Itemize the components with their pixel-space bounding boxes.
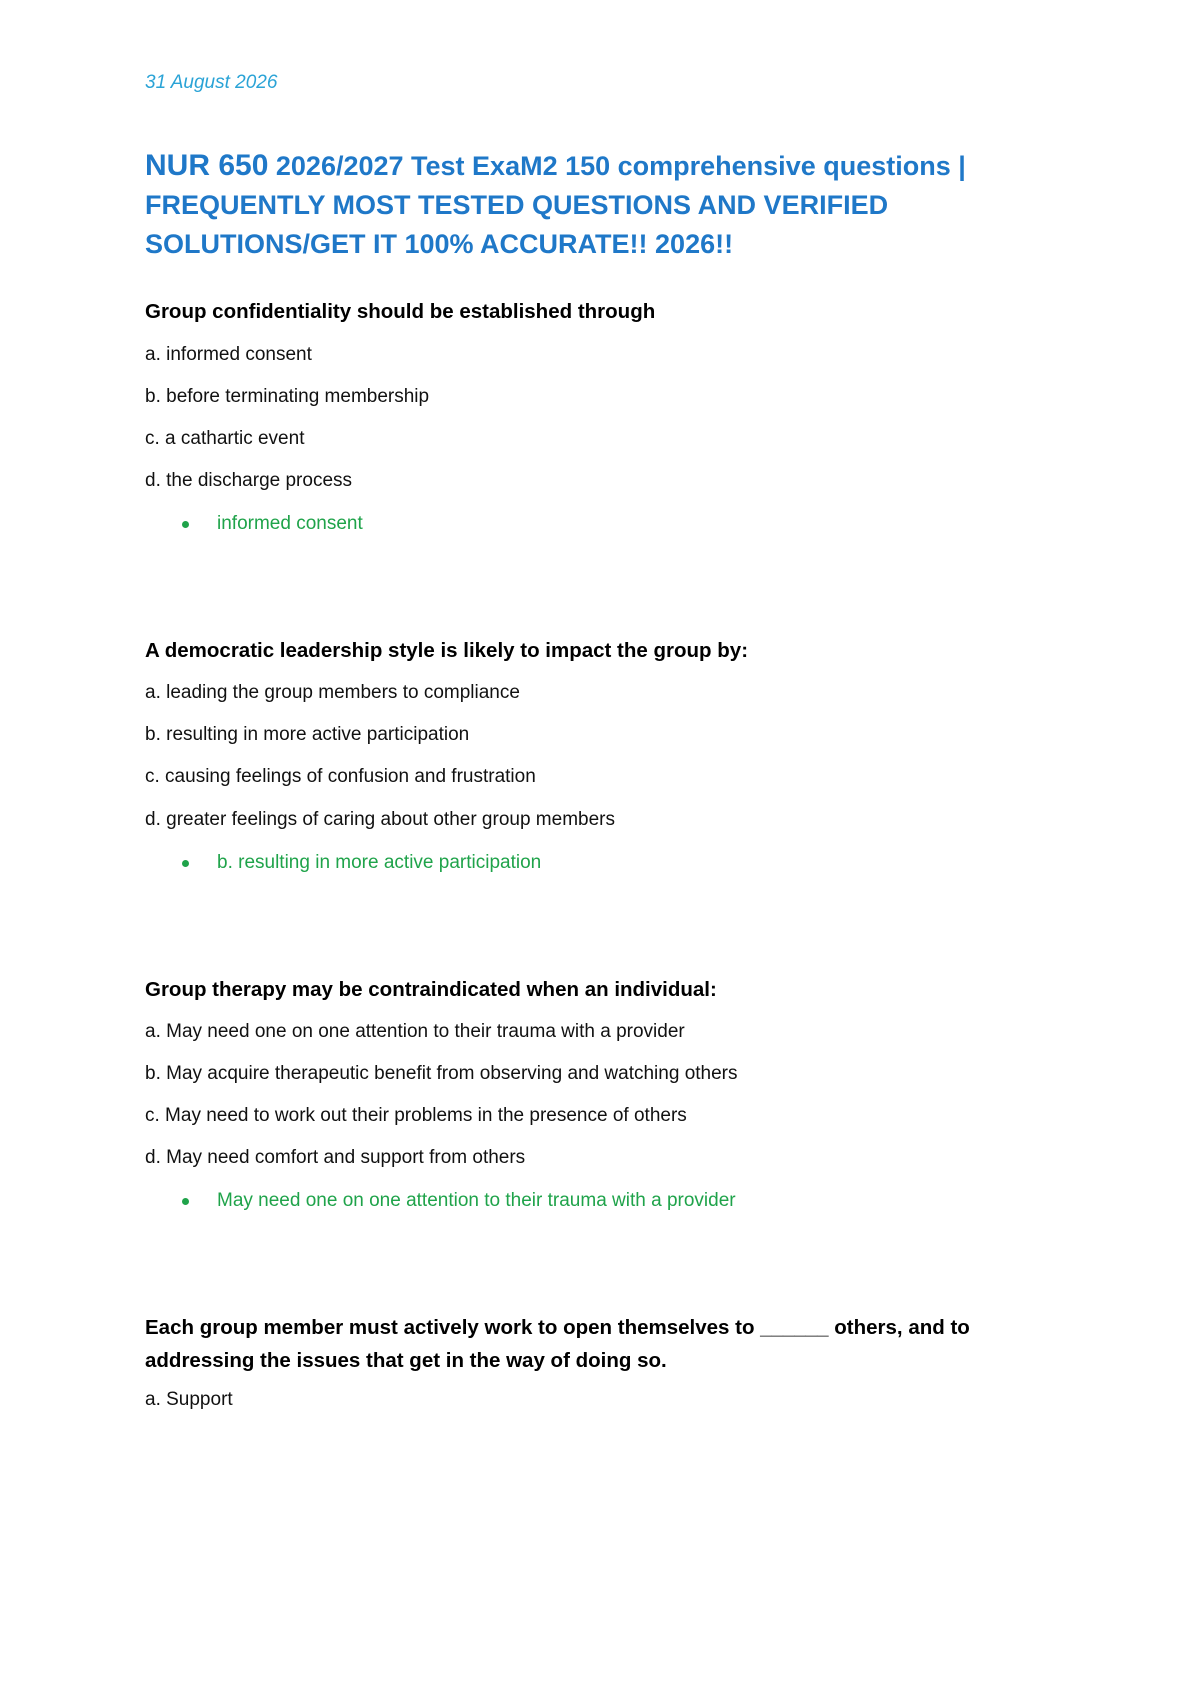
- bullet-icon: [182, 521, 189, 528]
- answer-option: b. resulting in more active participation: [145, 724, 470, 745]
- question-prompt: Group therapy may be contraindicated when an individual:: [145, 978, 717, 1001]
- answer-option: d. the discharge process: [145, 470, 353, 491]
- answer-option: b. May acquire therapeutic benefit from observing and watching others: [145, 1063, 738, 1084]
- bullet-icon: [182, 860, 189, 867]
- question-prompt: Group confidentiality should be established through: [145, 300, 656, 323]
- answer-option: a. leading the group members to compliance: [145, 682, 520, 703]
- title-text: 2026/2027 Test ExaM2 150 comprehensive questions | FREQUENTLY MOST TESTED QUESTIONS AND VERIFIED SOLUTIONS/GET IT 100% ACCURATE!! 2026!!: [145, 151, 966, 259]
- correct-answer-text: informed consent: [217, 513, 363, 534]
- correct-answer: [182, 511, 363, 537]
- answer-option: d. greater feelings of caring about other group members: [145, 809, 615, 830]
- answer-option: a. informed consent: [145, 344, 312, 365]
- correct-answer: [182, 850, 541, 876]
- answer-option: c. causing feelings of confusion and frustration: [145, 766, 536, 787]
- answer-option: d. May need comfort and support from others: [145, 1147, 526, 1168]
- correct-answer-text: May need one on one attention to their trauma with a provider: [217, 1190, 736, 1211]
- question-prompt: A democratic leadership style is likely to impact the group by:: [145, 639, 749, 662]
- bullet-icon: [182, 1198, 189, 1205]
- document-date: 31 August 2026: [145, 72, 278, 93]
- answer-option: b. before terminating membership: [145, 386, 430, 407]
- answer-option: a. Support: [145, 1389, 233, 1410]
- answer-option: c. May need to work out their problems in the presence of others: [145, 1105, 687, 1126]
- correct-answer: [182, 1188, 736, 1214]
- question-prompt: Each group member must actively work to open themselves to ______ others, and to addressing the issues that get in the way of doing so.: [145, 1316, 970, 1372]
- document-title: [145, 146, 1045, 264]
- answer-option: c. a cathartic event: [145, 428, 305, 449]
- correct-answer-text: b. resulting in more active participation: [217, 852, 542, 873]
- answer-option: a. May need one on one attention to their trauma with a provider: [145, 1021, 685, 1042]
- title-course-code: NUR 650: [145, 149, 269, 182]
